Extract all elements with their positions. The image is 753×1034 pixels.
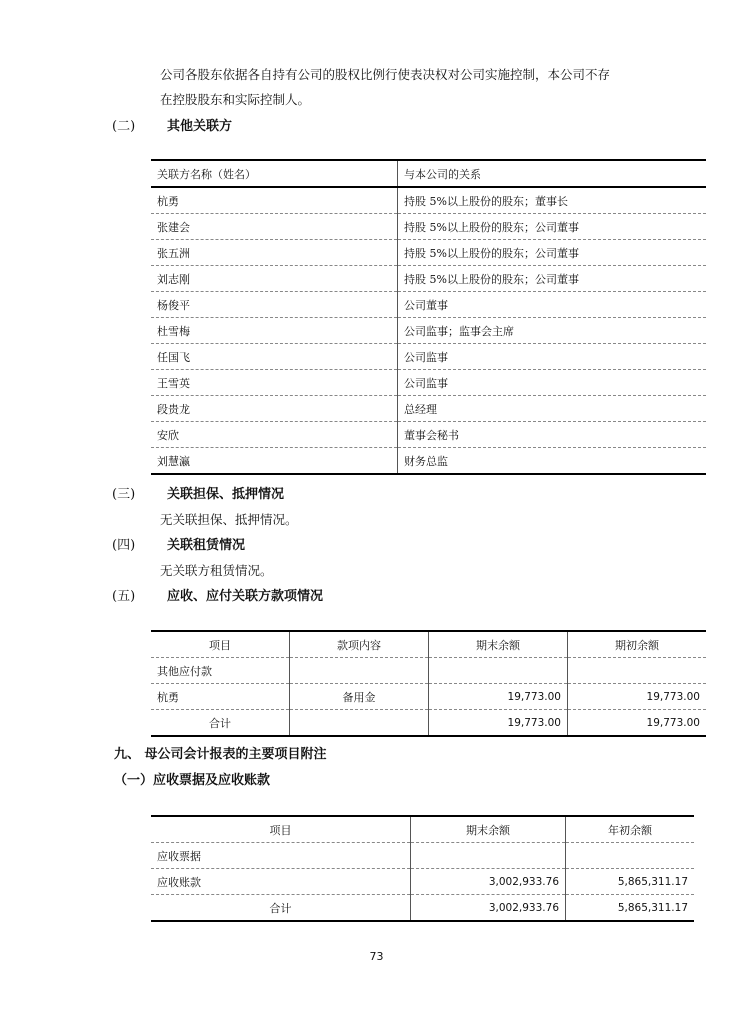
table-cell: 公司监事: [398, 344, 707, 370]
table-row: [151, 448, 706, 475]
table-cell: 其他应付款: [151, 658, 290, 684]
table-header-cell: 期末余额: [429, 631, 568, 658]
table-row: [151, 292, 706, 318]
table-cell: 张建会: [151, 214, 398, 240]
subsection-1-heading: （一）应收票据及应收账款: [114, 773, 271, 788]
table-cell: 王雪英: [151, 370, 398, 396]
table-header-cell: 期初余额: [568, 631, 707, 658]
table-row: [151, 422, 706, 448]
table-row: [151, 869, 694, 895]
table-row: [151, 658, 706, 684]
related-parties-table: [151, 159, 706, 475]
table-cell: 19,773.00: [429, 710, 568, 737]
table-cell: 公司监事；监事会主席: [398, 318, 707, 344]
table-cell: [411, 843, 566, 869]
table-cell: 杜雪梅: [151, 318, 398, 344]
table-cell: 安欣: [151, 422, 398, 448]
table-header-cell: 款项内容: [290, 631, 429, 658]
table-cell: 19,773.00: [568, 710, 707, 737]
section-5-number: (五): [112, 589, 136, 604]
table-row: [151, 396, 706, 422]
table-row: [151, 318, 706, 344]
table-cell: 财务总监: [398, 448, 707, 475]
section-3-text: 无关联担保、抵押情况。: [160, 512, 298, 527]
page-number: 73: [369, 950, 384, 963]
section-4-text: 无关联方租赁情况。: [160, 563, 273, 578]
table-row-total: [151, 895, 694, 922]
table-cell: 总经理: [398, 396, 707, 422]
section-5-title: 应收、应付关联方款项情况: [167, 589, 324, 604]
table-cell: 合计: [151, 895, 411, 922]
table-cell: 杭勇: [151, 187, 398, 214]
table-cell: 公司董事: [398, 292, 707, 318]
table-cell: 刘志刚: [151, 266, 398, 292]
table-cell: [429, 658, 568, 684]
table-row: [151, 214, 706, 240]
table-header-cell: 关联方名称（姓名）: [151, 160, 398, 187]
table-cell: 应收账款: [151, 869, 411, 895]
table-header-cell: 年初余额: [566, 816, 695, 843]
table-cell: 持股 5%以上股份的股东；公司董事: [398, 266, 707, 292]
table-cell: 刘慧瀛: [151, 448, 398, 475]
table-cell: 应收票据: [151, 843, 411, 869]
table-cell: [568, 658, 707, 684]
table-row: [151, 187, 706, 214]
table-header-cell: 项目: [151, 631, 290, 658]
table-header-row: [151, 160, 706, 187]
intro-line-1: 公司各股东依据各自持有公司的股权比例行使表决权对公司实施控制，本公司不存: [160, 67, 611, 82]
table-cell: 张五洲: [151, 240, 398, 266]
table-cell: 5,865,311.17: [566, 869, 695, 895]
table-cell: 杭勇: [151, 684, 290, 710]
table-cell: 持股 5%以上股份的股东；董事长: [398, 187, 707, 214]
table-cell: 任国飞: [151, 344, 398, 370]
section-9-heading: 九、 母公司会计报表的主要项目附注: [114, 747, 327, 762]
table-row: [151, 344, 706, 370]
table-header-cell: 与本公司的关系: [398, 160, 707, 187]
table-row-total: [151, 710, 706, 737]
table-cell: 3,002,933.76: [411, 895, 566, 922]
table-row: [151, 240, 706, 266]
table-cell: 19,773.00: [568, 684, 707, 710]
table-header-row: [151, 816, 694, 843]
table-cell: 19,773.00: [429, 684, 568, 710]
section-4-number: (四): [112, 538, 136, 553]
table-header-row: [151, 631, 706, 658]
section-2-number: (二): [112, 119, 136, 134]
table-cell: 董事会秘书: [398, 422, 707, 448]
table-cell: [566, 843, 695, 869]
table-cell: 段贵龙: [151, 396, 398, 422]
table-row: [151, 684, 706, 710]
table-cell: 杨俊平: [151, 292, 398, 318]
payables-table: [151, 630, 706, 737]
section-3-number: (三): [112, 487, 136, 502]
table-cell: 公司监事: [398, 370, 707, 396]
table-cell: 持股 5%以上股份的股东；公司董事: [398, 240, 707, 266]
table-row: [151, 843, 694, 869]
table-cell: 5,865,311.17: [566, 895, 695, 922]
table-row: [151, 266, 706, 292]
section-2-title: 其他关联方: [167, 119, 233, 134]
section-4-title: 关联租赁情况: [167, 538, 246, 553]
table-header-cell: 项目: [151, 816, 411, 843]
table-cell: 持股 5%以上股份的股东；公司董事: [398, 214, 707, 240]
table-cell: [290, 658, 429, 684]
intro-line-2: 在控股股东和实际控制人。: [160, 92, 311, 107]
table-row: [151, 370, 706, 396]
table-cell: 合计: [151, 710, 290, 737]
table-cell: 3,002,933.76: [411, 869, 566, 895]
receivables-table: [151, 815, 694, 922]
section-3-title: 关联担保、抵押情况: [167, 487, 285, 502]
table-cell: [290, 710, 429, 737]
table-cell: 备用金: [290, 684, 429, 710]
table-header-cell: 期末余额: [411, 816, 566, 843]
